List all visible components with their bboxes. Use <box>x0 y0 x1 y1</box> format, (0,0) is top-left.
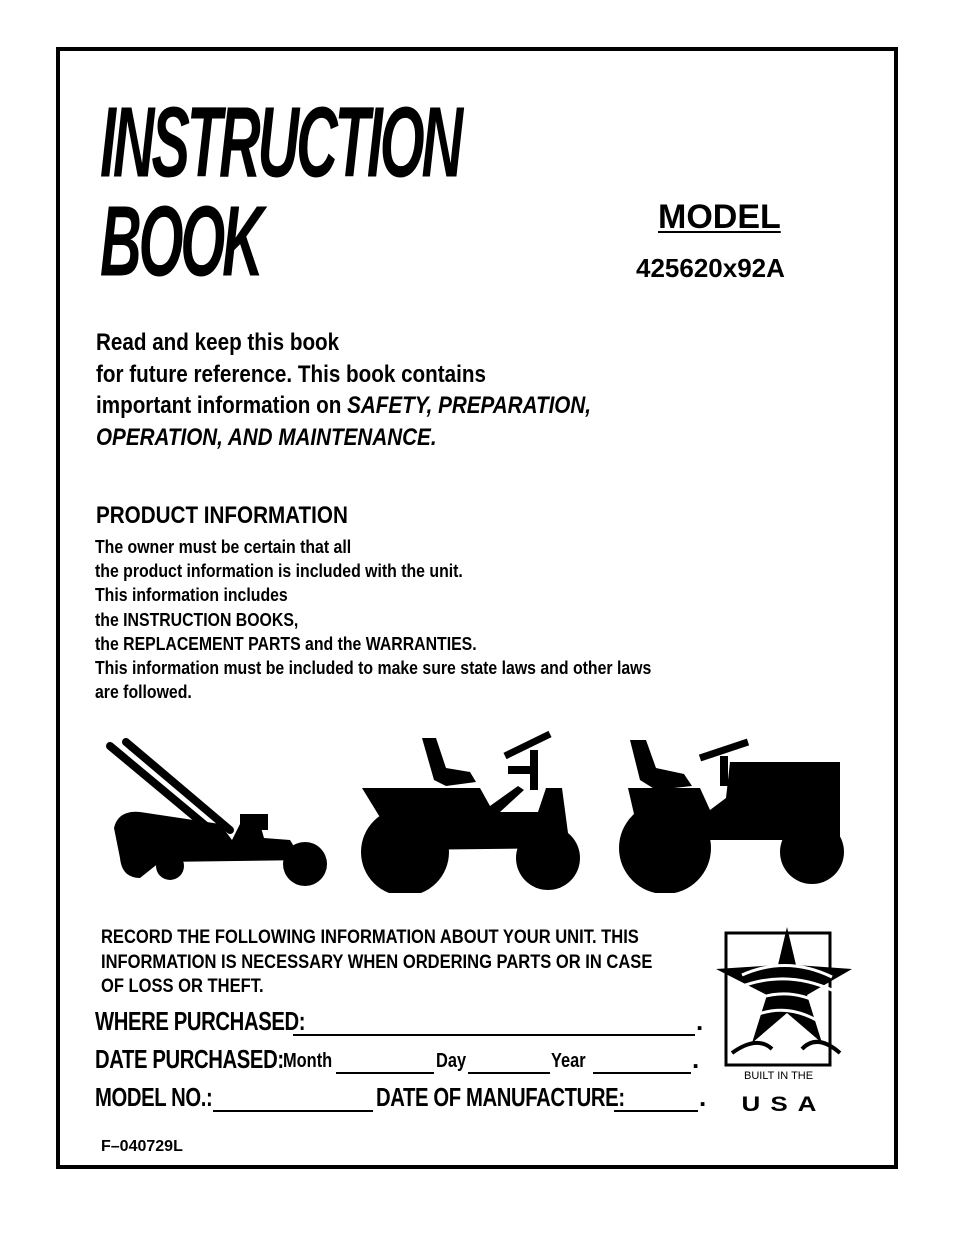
intro-line <box>96 422 591 454</box>
title-line-2: BOOK <box>100 185 261 298</box>
product-info-line: the product information is included with the unit. <box>95 561 463 582</box>
record-line: OF LOSS OR THEFT. <box>101 976 264 997</box>
push-mower-icon <box>110 742 327 886</box>
day-label: Day <box>436 1050 467 1072</box>
date-of-manufacture-field[interactable] <box>614 1084 698 1112</box>
manufacture-period: . <box>699 1082 707 1112</box>
product-info-line: the REPLACEMENT PARTS and the WARRANTIES. <box>95 633 477 654</box>
product-info-line: This information must be included to make sure state laws and other laws <box>95 658 652 679</box>
where-purchased-period: . <box>696 1006 704 1036</box>
where-purchased-field[interactable] <box>293 1008 695 1036</box>
product-info-line: The owner must be certain that all <box>95 537 352 557</box>
model-number: 425620x92A <box>636 253 785 283</box>
intro-line <box>96 390 591 422</box>
usa-text: USA <box>741 1092 827 1116</box>
product-info-line: the INSTRUCTION BOOKS, <box>95 609 299 630</box>
form-code: F–040729L <box>101 1138 183 1155</box>
usa-logotype <box>712 1090 857 1116</box>
intro-line: for future reference. This book contains <box>96 360 486 388</box>
garden-tractor-icon <box>619 740 844 893</box>
intro-emphasis: OPERATION, AND MAINTENANCE. <box>96 423 437 451</box>
product-info-heading: PRODUCT INFORMATION <box>96 502 348 529</box>
record-line: INFORMATION IS NECESSARY WHEN ORDERING PARTS OR IN CASE <box>101 951 653 973</box>
intro-text <box>96 327 591 453</box>
riding-tractor-icon <box>361 734 580 893</box>
year-field[interactable] <box>593 1046 691 1074</box>
day-field[interactable] <box>468 1046 550 1074</box>
record-line: RECORD THE FOLLOWING INFORMATION ABOUT YOUR UNIT. THIS <box>101 927 639 948</box>
model-label: MODEL <box>658 198 781 236</box>
intro-plain: important information on <box>96 392 348 419</box>
intro-emphasis: SAFETY, PREPARATION, <box>347 392 591 419</box>
month-field[interactable] <box>336 1046 434 1074</box>
date-purchased-period: . <box>692 1044 700 1074</box>
month-label: Month <box>283 1050 333 1072</box>
star-flag-logo-icon <box>712 925 862 1070</box>
intro-line: Read and keep this book <box>96 329 340 356</box>
year-label: Year <box>551 1050 586 1072</box>
built-in-the-text: BUILT IN THE <box>744 1070 814 1082</box>
where-purchased-label: WHERE PURCHASED: <box>95 1006 306 1036</box>
product-info-line: are followed. <box>95 682 192 703</box>
date-of-manufacture-label: DATE OF MANUFACTURE: <box>376 1082 625 1112</box>
date-purchased-label: DATE PURCHASED: <box>95 1044 284 1074</box>
model-no-label: MODEL NO.: <box>95 1082 213 1112</box>
title-line-1: INSTRUCTION <box>100 86 461 199</box>
product-info-body <box>95 535 651 704</box>
machines-illustration <box>100 728 850 893</box>
model-no-field[interactable] <box>213 1084 373 1112</box>
product-info-line: This information includes <box>95 585 288 606</box>
record-instructions <box>101 926 652 1000</box>
